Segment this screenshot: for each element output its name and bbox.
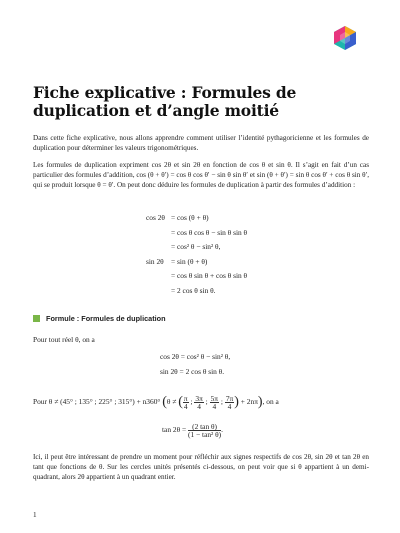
fraction-3pi-4: $\frac{3\pi}{4}$	[195, 394, 203, 411]
close-paren-inner: )	[234, 394, 239, 410]
page-title: Fiche explicative : Formules de duplication et d’angle moitié	[33, 83, 297, 120]
derivation-cos-line2: = cos θ cos θ − sin θ sin θ	[171, 228, 248, 237]
formula-box-title: Formule : Formules de duplication	[46, 314, 166, 323]
formula-sin-double: sin 2θ = 2 cos θ sin θ.	[160, 367, 225, 376]
page-number: 1	[33, 511, 37, 519]
derivation-sin-lhs: sin 2θ	[146, 257, 164, 266]
derivation-cos-line3: = cos² θ − sin² θ,	[171, 242, 221, 251]
separator: ;	[190, 397, 193, 407]
formula-tan-double	[162, 423, 223, 438]
derivation-cos-lhs: cos 2θ	[146, 213, 165, 222]
tan-condition-theta: θ ≠	[166, 397, 177, 407]
close-paren: )	[257, 394, 263, 410]
tan-condition-plus: + 2nπ	[240, 397, 258, 407]
intro-paragraph: Dans cette fiche explicative, nous allons apprendre comment utiliser l’identité pythagoricienne et les formules de duplication pour déterminer les valeurs trigonométriques.	[33, 134, 369, 152]
tan-condition	[33, 395, 279, 410]
green-square-icon	[33, 315, 40, 322]
formula-box-header	[33, 314, 166, 323]
derivation-sin-line3: = 2 cos θ sin θ.	[171, 286, 216, 295]
separator: ;	[205, 397, 208, 407]
derivation-cos-line1: = cos (θ + θ)	[171, 213, 209, 222]
tan-end: .	[221, 425, 223, 435]
tan-condition-degrees: Pour θ ≠ (45° ; 135° ; 225° ; 315°) + n360°	[33, 397, 161, 407]
duplication-paragraph: Les formules de duplication expriment cos 2θ et sin 2θ en fonction de cos θ et sin θ. Il s’agit en fait d’un cas particulier des formules d’addition, cos (θ + θ′) = cos θ cos θ′ − sin θ sin θ′ et sin (θ + θ′) = sin θ cos θ′ + cos θ sin θ′, qui se produit lorsque θ = θ′. On peut donc déduire les formules de duplication à partir des formules d’addition :	[33, 161, 369, 189]
real-theta-line: Pour tout réel θ, on a	[33, 335, 95, 344]
formula-cos-double: cos 2θ = cos² θ − sin² θ,	[160, 352, 231, 361]
fraction-7pi-4: $\frac{7\pi}{4}$	[225, 394, 234, 411]
fraction-5pi-4: $\frac{5\pi}{4}$	[210, 394, 219, 411]
open-paren: (	[162, 394, 167, 410]
closing-paragraph: Ici, il peut être intéressant de prendre un moment pour réfléchir aux signes respectifs de cos 2θ, sin 2θ et tan 2θ en tant que fonctions de θ. Sur les cercles unités présentés ci-dessous, on peut voir que si θ appartient à un demi-quadrant, alors 2θ appartient à un quadrant entier.	[33, 453, 369, 481]
derivation-sin-line2: = cos θ sin θ + cos θ sin θ	[171, 271, 248, 280]
open-paren-inner: (	[178, 394, 183, 410]
fraction-pi-4: $\frac{\pi}{4}$	[183, 394, 188, 411]
nagwa-logo-icon	[334, 26, 356, 50]
tan-condition-post: , on a	[262, 397, 279, 407]
tan-fraction: $\frac{\text{(2 tan θ)}}{\text{(1 − tan² θ)}}$	[188, 422, 222, 439]
separator: ;	[220, 397, 223, 407]
derivation-sin-line1: = sin (θ + θ)	[171, 257, 208, 266]
tan-lhs: tan 2θ =	[162, 425, 187, 435]
